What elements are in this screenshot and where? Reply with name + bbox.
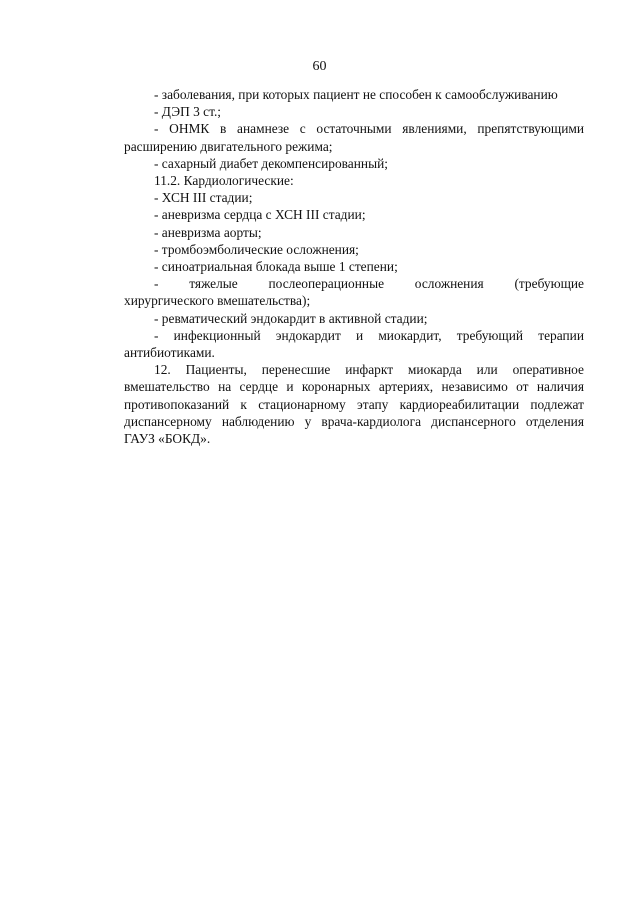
section-heading: 11.2. Кардиологические: — [154, 173, 294, 189]
paragraph-line: 12. Пациенты, перенесшие инфаркт миокарда или оперативное — [154, 362, 584, 378]
text-line: - ревматический эндокардит в активной стадии; — [154, 310, 428, 326]
text-line: - ХСН III стадии; — [154, 190, 253, 206]
text-line: - аневризма аорты; — [154, 224, 262, 240]
paragraph-line: противопоказаний к стационарному этапу кардиореабилитации подлежат — [124, 396, 584, 412]
text-line: - синоатриальная блокада выше 1 степени; — [154, 259, 398, 275]
text-line: - ДЭП 3 ст.; — [154, 104, 222, 120]
text-line: расширению двигательного режима; — [124, 138, 333, 154]
text-line: - сахарный диабет декомпенсированный; — [154, 155, 388, 171]
text-line: хирургического вмешательства); — [124, 293, 311, 309]
paragraph-line: диспансерному наблюдению у врача-кардиолога диспансерного отделения — [124, 413, 584, 429]
document-body — [124, 86, 584, 447]
text-line: - тяжелые послеоперационные осложнения (требующие — [154, 276, 584, 292]
text-line: антибиотиками. — [124, 345, 215, 361]
text-line: - заболевания, при которых пациент не способен к самообслуживанию — [154, 87, 558, 102]
text-line: - аневризма сердца с ХСН III стадии; — [154, 207, 366, 223]
text-line: - инфекционный эндокардит и миокардит, требующий терапии — [154, 327, 584, 343]
text-line: - тромбоэмболические осложнения; — [154, 241, 359, 257]
paragraph-line: вмешательство на сердце и коронарных артериях, независимо от наличия — [124, 379, 584, 395]
page-number: 60 — [312, 59, 327, 74]
text-line: - ОНМК в анамнезе с остаточными явлениями, препятствующими — [154, 121, 584, 137]
paragraph-line: ГАУЗ «БОКД». — [124, 431, 211, 447]
